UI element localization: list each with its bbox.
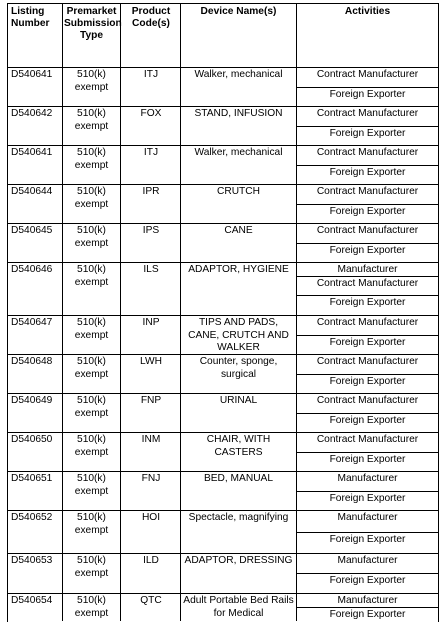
premarket-type-cell: 510(k) exempt: [63, 433, 121, 471]
product-code-cell: INM: [121, 433, 181, 471]
device-name-cell: CRUTCH: [181, 185, 297, 223]
listing-number-cell: D540653: [8, 554, 63, 593]
premarket-type-cell: 510(k) exempt: [63, 355, 121, 393]
premarket-type-cell: 510(k) exempt: [63, 224, 121, 262]
activity-item: Contract Manufacturer: [316, 317, 419, 328]
listing-number-cell: D540650: [8, 433, 63, 471]
header-device-names: Device Name(s): [181, 4, 297, 67]
activity-item: Contract Manufacturer: [316, 147, 419, 158]
device-name-cell: TIPS AND PADS, CANE, CRUTCH AND WALKER: [181, 316, 297, 354]
activities-cell: [297, 355, 438, 393]
table-row: [8, 394, 438, 433]
premarket-type-cell: 510(k) exempt: [63, 554, 121, 593]
activities-cell: [297, 263, 438, 315]
table-header: [8, 4, 438, 68]
product-code-cell: ITJ: [121, 68, 181, 106]
listing-number-cell: D540647: [8, 316, 63, 354]
listing-number-cell: D540649: [8, 394, 63, 432]
activity-item: Contract Manufacturer: [316, 108, 419, 119]
activity-item: Foreign Exporter: [297, 295, 438, 315]
activity-item: Foreign Exporter: [297, 126, 438, 146]
device-name-cell: ADAPTOR, DRESSING: [181, 554, 297, 593]
header-listing-number: Listing Number: [8, 4, 63, 67]
activity-item: Manufacturer: [337, 595, 398, 606]
device-name-cell: BED, MANUAL: [181, 472, 297, 510]
table-row: [8, 185, 438, 224]
activities-cell: [297, 511, 438, 553]
device-name-cell: CHAIR, WITH CASTERS: [181, 433, 297, 471]
table-row: [8, 472, 438, 511]
header-activities: Activities: [344, 6, 391, 17]
activity-item: Foreign Exporter: [297, 87, 438, 107]
activity-item: Contract Manufacturer: [316, 395, 419, 406]
device-name-cell: URINAL: [181, 394, 297, 432]
activity-item: Foreign Exporter: [297, 335, 438, 355]
product-code-cell: IPR: [121, 185, 181, 223]
activity-item: Contract Manufacturer: [316, 69, 419, 80]
activities-cell: [297, 394, 438, 432]
premarket-type-cell: 510(k) exempt: [63, 394, 121, 432]
device-name-cell: Walker, mechanical: [181, 146, 297, 184]
table-row: [8, 554, 438, 594]
listing-number-cell: D540651: [8, 472, 63, 510]
activity-item: Manufacturer: [337, 473, 398, 484]
activity-item: Manufacturer: [337, 264, 398, 275]
activity-item: Manufacturer: [337, 555, 398, 566]
activity-item: Foreign Exporter: [297, 491, 438, 511]
header-premarket-type: Premarket Submission Type: [63, 4, 121, 67]
table-row: [8, 316, 438, 355]
activities-cell: [297, 185, 438, 223]
premarket-type-cell: 510(k) exempt: [63, 316, 121, 354]
activity-item: Foreign Exporter: [297, 413, 438, 433]
product-code-cell: FNJ: [121, 472, 181, 510]
activities-cell: [297, 472, 438, 510]
activity-item: Contract Manufacturer: [316, 356, 419, 367]
product-code-cell: IPS: [121, 224, 181, 262]
activity-item: Foreign Exporter: [297, 243, 438, 263]
activity-item: Foreign Exporter: [297, 532, 438, 554]
product-code-cell: FOX: [121, 107, 181, 145]
listing-number-cell: D540648: [8, 355, 63, 393]
table-row: [8, 68, 438, 107]
table-row: [8, 146, 438, 185]
product-code-cell: FNP: [121, 394, 181, 432]
activities-cell: [297, 68, 438, 106]
premarket-type-cell: 510(k) exempt: [63, 146, 121, 184]
device-name-cell: Spectacle, magnifying: [181, 511, 297, 553]
activities-cell: [297, 594, 438, 621]
product-code-cell: LWH: [121, 355, 181, 393]
activity-item: Contract Manufacturer: [316, 186, 419, 197]
table-row: [8, 594, 438, 621]
activity-item: Foreign Exporter: [297, 573, 438, 593]
premarket-type-cell: 510(k) exempt: [63, 263, 121, 315]
premarket-type-cell: 510(k) exempt: [63, 511, 121, 553]
listing-number-cell: D540646: [8, 263, 63, 315]
table-row: [8, 263, 438, 316]
device-name-cell: Counter, sponge, surgical: [181, 355, 297, 393]
activities-cell: [297, 107, 438, 145]
table-row: [8, 224, 438, 263]
activity-item: Manufacturer: [337, 512, 398, 523]
table-body: [8, 68, 438, 621]
table-row: [8, 511, 438, 554]
device-name-cell: Adult Portable Bed Rails for Medical: [181, 594, 297, 621]
listing-number-cell: D540652: [8, 511, 63, 553]
listing-number-cell: D540654: [8, 594, 63, 621]
premarket-type-cell: 510(k) exempt: [63, 107, 121, 145]
header-product-codes: Product Code(s): [121, 4, 181, 67]
table-row: [8, 433, 438, 472]
activity-item: Foreign Exporter: [297, 165, 438, 185]
activities-cell: [297, 224, 438, 262]
activity-item: Foreign Exporter: [297, 374, 438, 394]
activities-cell: [297, 146, 438, 184]
device-listing-table: [7, 3, 439, 622]
product-code-cell: HOI: [121, 511, 181, 553]
premarket-type-cell: 510(k) exempt: [63, 68, 121, 106]
activity-item: Foreign Exporter: [297, 204, 438, 224]
activities-cell: [297, 316, 438, 354]
premarket-type-cell: 510(k) exempt: [63, 185, 121, 223]
activity-item: Foreign Exporter: [297, 452, 438, 472]
product-code-cell: ILS: [121, 263, 181, 315]
listing-number-cell: D540645: [8, 224, 63, 262]
table-row: [8, 355, 438, 394]
product-code-cell: INP: [121, 316, 181, 354]
premarket-type-cell: 510(k) exempt: [63, 472, 121, 510]
device-name-cell: Walker, mechanical: [181, 68, 297, 106]
premarket-type-cell: 510(k) exempt: [63, 594, 121, 621]
device-name-cell: ADAPTOR, HYGIENE: [181, 263, 297, 315]
activity-item: Contract Manufacturer: [316, 225, 419, 236]
listing-number-cell: D540644: [8, 185, 63, 223]
table-row: [8, 107, 438, 146]
listing-number-cell: D540641: [8, 68, 63, 106]
product-code-cell: QTC: [121, 594, 181, 621]
activity-item: Contract Manufacturer: [297, 276, 438, 295]
activities-cell: [297, 554, 438, 593]
product-code-cell: ILD: [121, 554, 181, 593]
listing-number-cell: D540641: [8, 146, 63, 184]
activity-item: Contract Manufacturer: [316, 434, 419, 445]
activity-item: Foreign Exporter: [297, 607, 438, 620]
listing-number-cell: D540642: [8, 107, 63, 145]
product-code-cell: ITJ: [121, 146, 181, 184]
activities-cell: [297, 433, 438, 471]
device-name-cell: CANE: [181, 224, 297, 262]
device-name-cell: STAND, INFUSION: [181, 107, 297, 145]
